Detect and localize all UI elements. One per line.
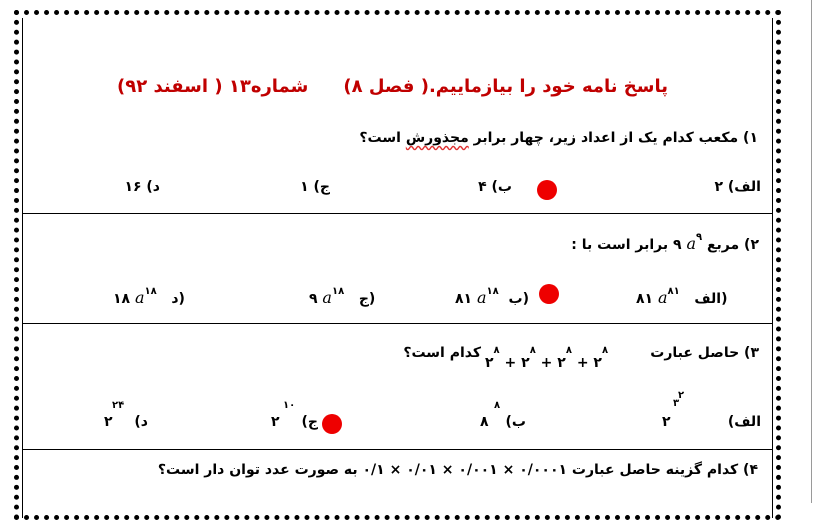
q2-option-dal[interactable] <box>113 286 185 307</box>
q3-option-dal-exp: ۲۴ <box>112 400 125 411</box>
option-label: ب) <box>508 291 529 307</box>
coefficient: ۱۸ <box>113 291 131 307</box>
variable: a <box>657 288 668 307</box>
q3-option-dal-base[interactable]: ۲ <box>104 414 113 430</box>
expression <box>673 232 703 253</box>
q3-option-alef-exp: ۳ <box>673 398 680 409</box>
q1-option-dal[interactable]: د) ۱۶ <box>124 179 160 195</box>
variable: a <box>134 288 145 307</box>
plus-sign: + <box>504 355 517 371</box>
question-2 <box>571 232 759 253</box>
exponent: ۸ <box>565 345 572 356</box>
question-4: ۴) کدام گزینه حاصل عبارت ۰/۰۰۰۱ × ۰/۰۰۱ × ۰/۰۱ × ۰/۱ به صورت عدد توان دار است؟ <box>157 462 758 478</box>
variable: a <box>322 288 332 307</box>
exponent: ۸ <box>493 345 500 356</box>
question-3-tail: کدام است؟ <box>403 345 481 361</box>
coefficient: ۹ <box>309 291 318 307</box>
q2-option-be[interactable] <box>455 286 529 307</box>
question-text-end: است؟ <box>359 130 401 146</box>
coefficient: ۸۱ <box>455 291 473 307</box>
q3-option-jim-label[interactable]: ج) <box>301 414 318 430</box>
variable: a <box>476 288 487 307</box>
exponent: ۸ <box>529 345 536 356</box>
question-number: ۱) <box>743 130 758 146</box>
base: ۲ <box>593 355 602 371</box>
question-divider <box>22 213 773 214</box>
question-3-lead: ۳) حاصل عبارت <box>650 345 759 361</box>
q1-option-jim[interactable]: ج) ۱ <box>300 179 330 195</box>
exponent: ۱۸ <box>144 286 157 297</box>
plus-sign: + <box>540 355 553 371</box>
q1-option-be[interactable]: ب) ۴ <box>478 179 512 195</box>
q3-option-jim-base[interactable]: ۲ <box>271 414 280 430</box>
q3-option-dal-label[interactable]: د) <box>134 414 148 430</box>
question-text-end: برابر است با : <box>571 237 669 253</box>
q3-option-jim-exp: ۱۰ <box>283 400 296 411</box>
question-divider <box>22 449 773 450</box>
issue-number: شماره۱۳ ( اسفند ۹۲) <box>117 76 309 97</box>
base: ۲ <box>557 355 566 371</box>
q3-option-alef-exp2: ۲ <box>678 390 685 401</box>
exponent: ۹ <box>695 232 703 243</box>
question-1 <box>359 130 758 146</box>
base: ۲ <box>521 355 530 371</box>
q3-option-alef-base[interactable]: ۲ <box>662 414 671 430</box>
q3-option-be-exp: ۸ <box>494 400 501 411</box>
exponent: ۱۸ <box>331 286 345 297</box>
question-text: مکعب کدام یک از اعداد زیر، چهار برابر <box>473 130 739 146</box>
question-divider <box>22 323 773 324</box>
question-3-expression <box>485 345 608 371</box>
exponent: ۱۸ <box>486 286 499 297</box>
base: ۲ <box>485 355 494 371</box>
worksheet-title: پاسخ نامه خود را بیازماییم.( فصل ۸) <box>343 76 668 97</box>
coefficient: ۹ <box>673 237 682 253</box>
plus-sign: + <box>576 355 589 371</box>
q2-option-jim[interactable] <box>309 286 375 307</box>
selected-answer-marker <box>539 284 559 304</box>
q3-option-alef-label[interactable]: الف) <box>727 414 761 430</box>
selected-answer-marker <box>322 414 342 434</box>
coefficient: ۸۱ <box>636 291 654 307</box>
q2-option-alef[interactable] <box>636 286 728 307</box>
option-label: د) <box>171 291 185 307</box>
variable: a <box>686 234 696 253</box>
q1-option-alef[interactable]: الف) ۲ <box>714 179 761 195</box>
q3-option-be-base[interactable]: ۸ <box>480 414 489 430</box>
q3-option-be-label[interactable]: ب) <box>505 414 526 430</box>
option-label: ج) <box>358 291 376 307</box>
option-label: الف) <box>694 291 728 307</box>
exponent: ۸ <box>601 345 609 356</box>
selected-answer-marker <box>537 180 557 200</box>
exponent: ۸۱ <box>667 286 680 297</box>
question-text: ۲) مربع <box>706 237 759 253</box>
spellcheck-word: مجذورش <box>405 130 469 146</box>
